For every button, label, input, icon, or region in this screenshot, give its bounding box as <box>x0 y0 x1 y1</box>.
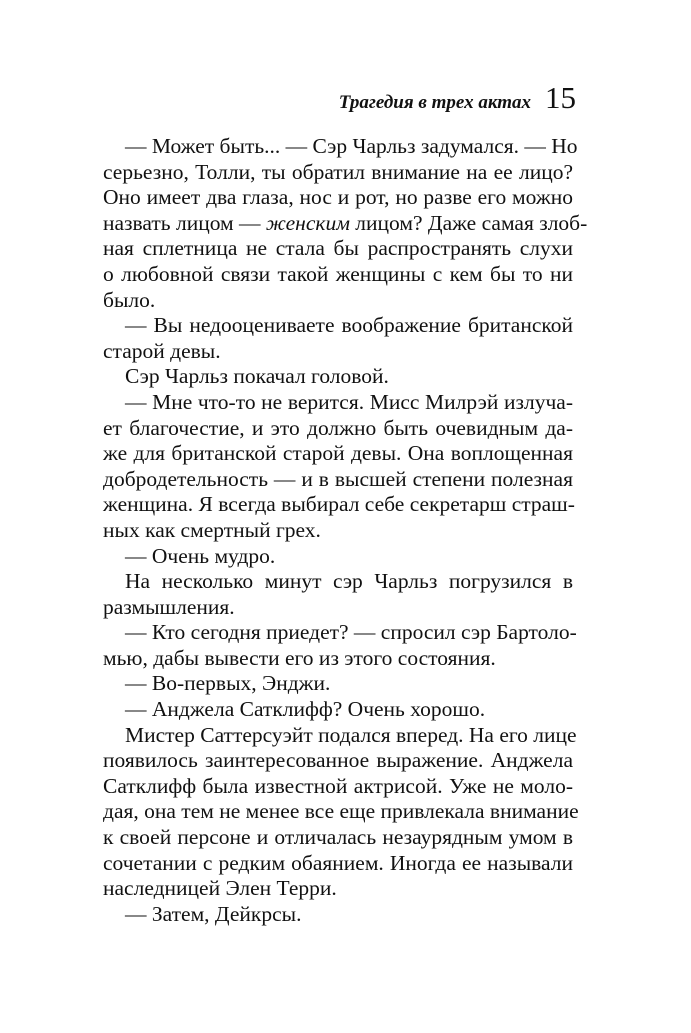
text-line: Мистер Саттерсуэйт подался вперед. На его лице <box>125 722 577 747</box>
text-line: На несколько минут сэр Чарльз погрузился в <box>125 569 573 594</box>
page-number: 15 <box>545 80 576 115</box>
text-line: — Очень мудро. <box>125 543 276 568</box>
text-line: появилось заинтересованное выражение. Анджела <box>103 748 573 773</box>
text-run: лицом? Даже самая злоб- <box>349 210 588 235</box>
text-line: — Мне что-то не верится. Мисс Милрэй излуча- <box>125 389 573 414</box>
text-line <box>103 210 588 237</box>
text-line: Сатклифф была известной актрисой. Уже не моло- <box>103 773 573 798</box>
text-line: — Затем, Дейкрсы. <box>125 901 302 926</box>
running-title: Трагедия в трех актах <box>338 92 531 113</box>
text-line: размышления. <box>103 594 235 619</box>
text-line: ная сплетница не стала бы распространять слухи <box>103 236 573 261</box>
text-line: женщина. Я всегда выбирал себе секретарш страш- <box>103 492 575 517</box>
text-line: серьезно, Толли, ты обратил внимание на ее лицо? <box>103 159 573 184</box>
text-line: было. <box>103 287 156 312</box>
text-line: ных как смертный грех. <box>103 517 321 542</box>
text-line: наследницей Элен Терри. <box>103 876 337 901</box>
body-text <box>103 134 588 927</box>
text-line: добродетельность — и в высшей степени полезная <box>103 466 573 491</box>
text-line: к своей персоне и отличалась незаурядным умом в <box>103 825 573 850</box>
text-line: — Кто сегодня приедет? — спросил сэр Бартоло- <box>125 620 577 645</box>
text-line: мью, дабы вывести его из этого состояния. <box>103 645 496 670</box>
text-line: — Вы недооцениваете воображение британской <box>125 313 573 338</box>
emphasis-word: женским <box>265 210 350 235</box>
text-run: назвать лицом — <box>103 210 266 235</box>
text-line: — Может быть... — Сэр Чарльз задумался. — Но <box>125 134 578 158</box>
text-line: — Анджела Сатклифф? Очень хорошо. <box>125 697 486 722</box>
running-header <box>339 82 576 114</box>
text-line: же для британской старой девы. Она воплощенная <box>103 441 573 466</box>
text-line: старой девы. <box>103 338 221 363</box>
text-line: Сэр Чарльз покачал головой. <box>125 364 389 389</box>
text-line: ет благочестие, и это должно быть очевидным да- <box>103 415 573 440</box>
text-line: — Во-первых, Энджи. <box>125 671 331 696</box>
text-line: Оно имеет два глаза, нос и рот, но разве его можно <box>103 185 573 210</box>
text-line: о любовной связи такой женщины с кем бы то ни <box>103 261 573 286</box>
text-line: сочетании с редким обаянием. Иногда ее называли <box>103 850 573 875</box>
text-line: дая, она тем не менее все еще привлекала внимание <box>103 799 579 824</box>
